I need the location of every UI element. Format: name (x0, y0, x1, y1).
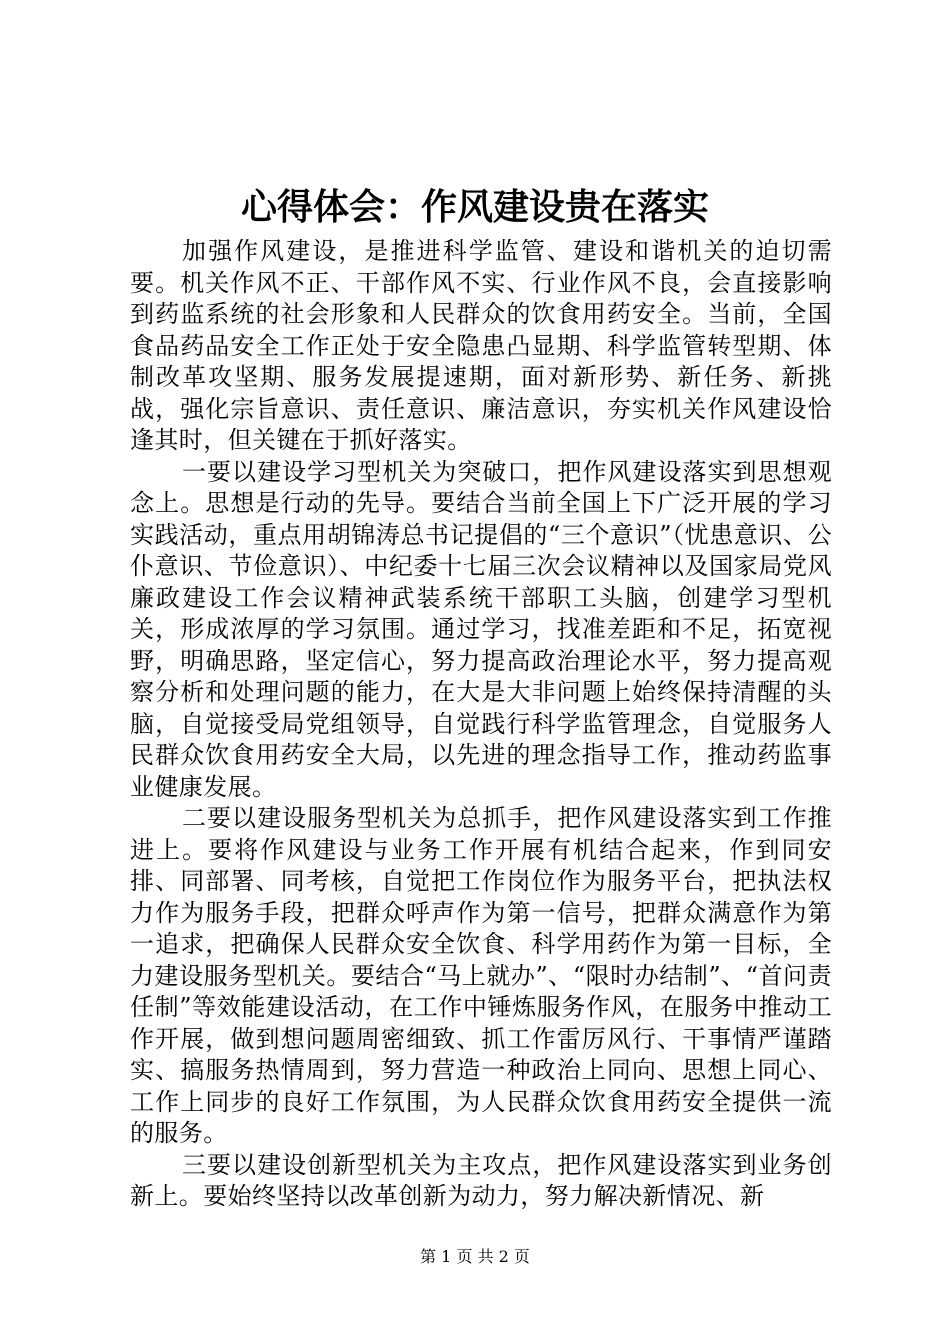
paragraph-point-two: 二要以建设服务型机关为总抓手，把作风建设落实到工作推进上。要将作风建设与业务工作开展有机结合起来，作到同安排、同部署、同考核，自觉把工作岗位作为服务平台，把执法权力作为服务手段，把群众呼声作为第一信号，把群众满意作为第一追求，把确保人民群众安全饮食、科学用药作为第一目标，全力建设服务型机关。要结合“马上就办”、“限时办结制”、“首问责任制”等效能建设活动，在工作中锤炼服务作风，在服务中推动工作开展，做到想问题周密细致、抓工作雷厉风行、干事情严谨踏实、搞服务热情周到，努力营造一种政治上同向、思想上同心、工作上同步的良好工作氛围，为人民群众饮食用药安全提供一流的服务。 (130, 804, 832, 1147)
paragraph-point-one: 一要以建设学习型机关为突破口，把作风建设落实到思想观念上。思想是行动的先导。要结合当前全国上下广泛开展的学习实践活动，重点用胡锦涛总书记提倡的“三个意识”（忧患意识、公仆意识、节俭意识）、中纪委十七届三次会议精神以及国家局党风廉政建设工作会议精神武装系统干部职工头脑，创建学习型机关，形成浓厚的学习氛围。通过学习，找准差距和不足，拓宽视野，明确思路，坚定信心，努力提高政治理论水平，努力提高观察分析和处理问题的能力，在大是大非问题上始终保持清醒的头脑，自觉接受局党组领导，自觉践行科学监管理念，自觉服务人民群众饮食用药安全大局，以先进的理念指导工作，推动药监事业健康发展。 (130, 457, 832, 801)
document-title: 心得体会：作风建设贵在落实 (240, 186, 709, 228)
paragraph-intro: 加强作风建设，是推进科学监管、建设和谐机关的迫切需要。机关作风不正、干部作风不实、行业作风不良，会直接影响到药监系统的社会形象和人民群众的饮食用药安全。当前，全国食品药品安全工作正处于安全隐患凸显期、科学监管转型期、体制改革攻坚期、服务发展提速期，面对新形势、新任务、新挑战，强化宗旨意识、责任意识、廉洁意识，夯实机关作风建设恰逢其时，但关键在于抓好落实。 (130, 237, 832, 454)
page-number: 第 1 页 共 2 页 (420, 1247, 530, 1266)
page-footer (0, 1247, 950, 1267)
paragraph-point-three: 三要以建设创新型机关为主攻点，把作风建设落实到业务创新上。要始终坚持以改革创新为动力，努力解决新情况、新 (130, 1150, 832, 1210)
document-body (130, 236, 832, 1213)
